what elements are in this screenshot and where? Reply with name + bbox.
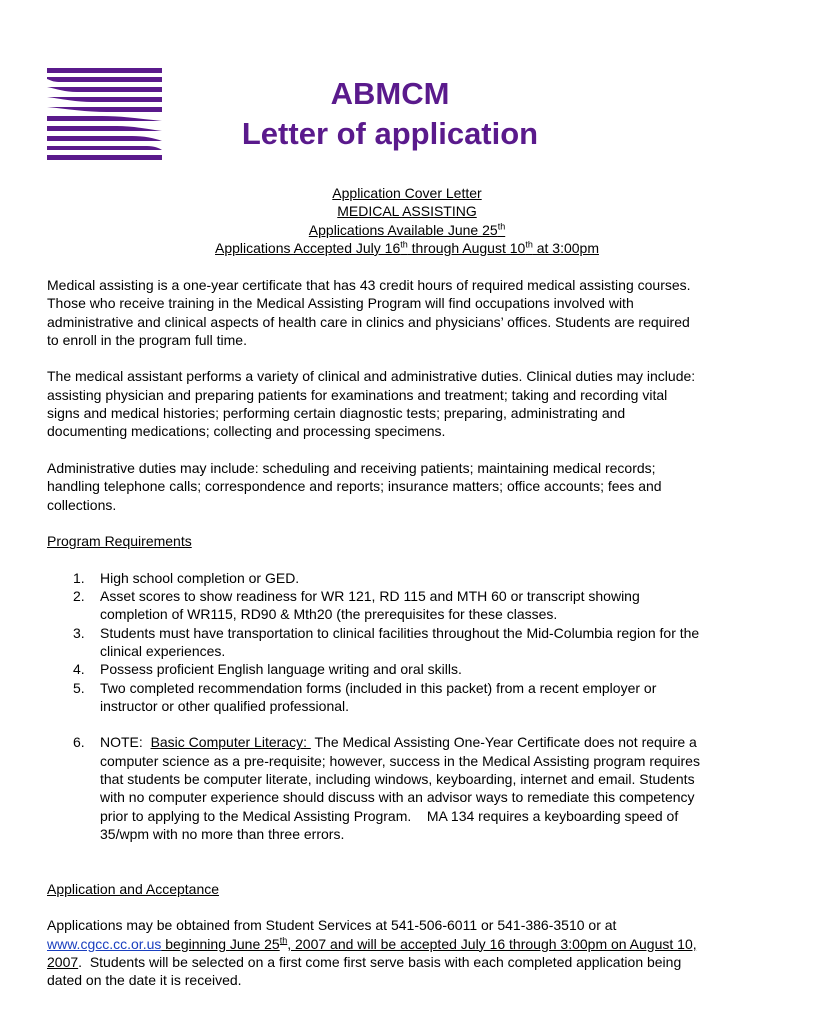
document-title: ABMCM bbox=[330, 76, 450, 111]
acceptance-paragraph: Applications may be obtained from Student Services at 541-506-6011 or 541-386-3510 or at www.cgcc.cc.or.us beginning June 25th, 2007 and will be accepted July 16 through 3:00pm on August 10, 2007. Students will be selected on a first come first serve basis with each completed application being dated on the date it is received. bbox=[47, 917, 697, 989]
header-line-available: Applications Available June 25th bbox=[308, 220, 506, 238]
header-line-program: MEDICAL ASSISTING bbox=[337, 203, 477, 220]
cover-header bbox=[0, 184, 814, 257]
document-subtitle: Letter of application bbox=[241, 116, 539, 151]
college-website-link[interactable]: www.cgcc.cc.or.us bbox=[47, 935, 162, 952]
computer-literacy-note bbox=[47, 733, 787, 843]
intro-paragraph: Medical assisting is a one-year certificate that has 43 credit hours of required medical assisting courses. Those who receive training in the Medical Assisting Program will find occupations involved with administrative and clinical aspects of health care in clinics and physicians’ offices. Students are required to enroll in the program full time. bbox=[47, 277, 691, 348]
clinical-duties-paragraph: The medical assistant performs a variety of clinical and administrative duties. Clinical duties may include: assisting physician and preparing patients for examinations and treatment; taking and recording vital signs and medical histories; performing certain diagnostic tests; preparing, administrating and documenting medications; collecting and processing specimens. bbox=[47, 368, 696, 440]
letter-body bbox=[47, 276, 787, 990]
list-item: 1. High school completion or GED. bbox=[73, 569, 300, 586]
list-item: 3. Students must have transportation to clinical facilities throughout the Mid-Columbia region for the clinical experiences. bbox=[73, 624, 700, 659]
acceptance-heading: Application and Acceptance bbox=[47, 880, 220, 897]
list-item: 4. Possess proficient English language writing and oral skills. bbox=[73, 661, 462, 678]
purple-striped-logo bbox=[47, 68, 162, 160]
header-line-cover-letter: Application Cover Letter bbox=[332, 185, 482, 201]
requirements-heading: Program Requirements bbox=[47, 533, 192, 550]
header-line-accepted: Applications Accepted July 16th through August 10th at 3:00pm bbox=[215, 239, 599, 256]
list-item: 6. NOTE: Basic Computer Literacy: The Medical Assisting One-Year Certificate does not require a computer science as a pre-requisite; however, success in the Medical Assisting program requires that students be computer literate, including windows, keyboarding, internet and email. Students with no computer experience should discuss with an advisor ways to remediate this competency prior to applying to the Medical Assisting Program. MA 134 requires a keyboarding speed of 35/wpm with no more than three errors. bbox=[73, 734, 700, 842]
list-item: 5. Two completed recommendation forms (included in this packet) from a recent employer or instructor or other qualified professional. bbox=[73, 679, 657, 714]
requirements-list bbox=[47, 569, 787, 715]
administrative-duties-paragraph: Administrative duties may include: scheduling and receiving patients; maintaining medical records; handling telephone calls; correspondence and reports; insurance matters; office accounts; fees and collections. bbox=[47, 459, 662, 513]
list-item: 2. Asset scores to show readiness for WR 121, RD 115 and MTH 60 or transcript showing completion of WR115, RD90 & Mth20 (the prerequisites for these classes. bbox=[73, 588, 640, 623]
